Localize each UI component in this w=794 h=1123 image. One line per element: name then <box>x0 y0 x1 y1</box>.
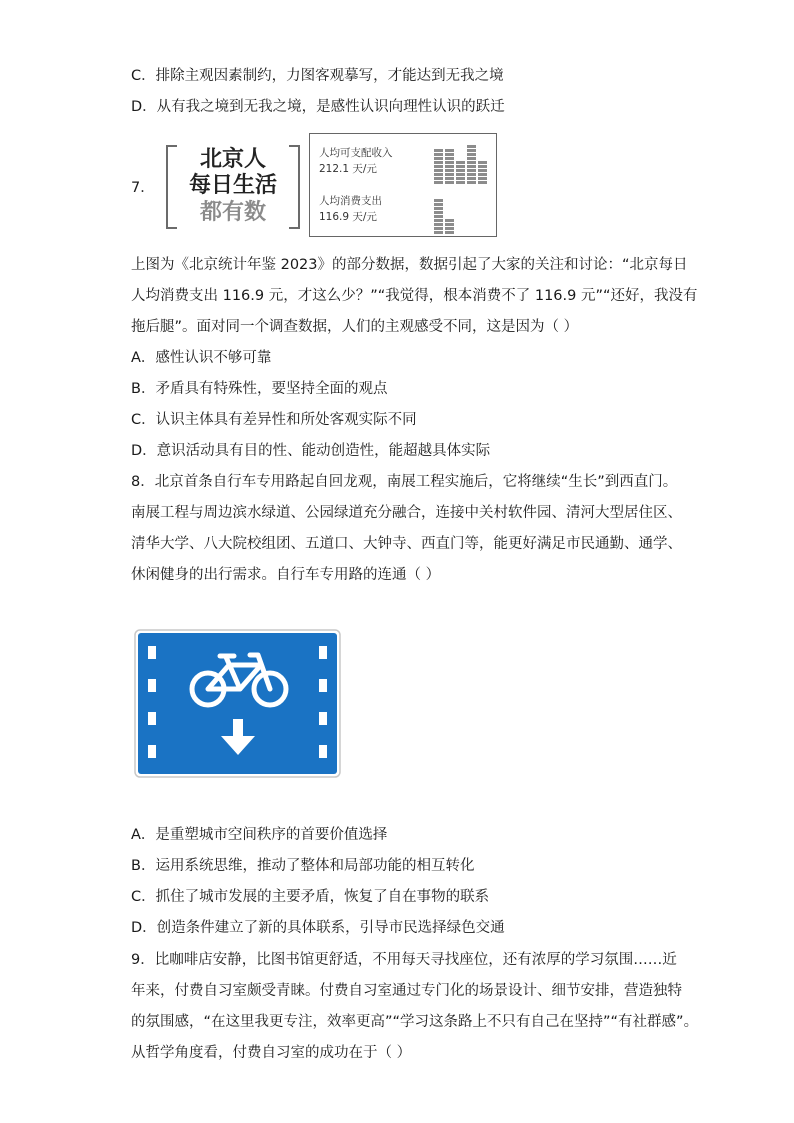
q8-option-a: A．是重塑城市空间秩序的首要价值选择 <box>131 827 388 843</box>
beijing-poster-image <box>166 145 300 229</box>
q8-option-c: C．抓住了城市发展的主要矛盾，恢复了自在事物的联系 <box>131 889 490 905</box>
stat-expense-value: 116.9 天/元 <box>319 211 377 223</box>
q7-stem-line-3: 拖后腿”。面对同一个调查数据，人们的主观感受不同，这是因为（ ） <box>131 319 579 335</box>
q9-stem-line-4: 从哲学角度看，付费自习室的成功在于（ ） <box>131 1045 412 1061</box>
bicycle-lane-sign <box>134 629 341 778</box>
q7-stem-line-1: 上图为《北京统计年鉴 2023》的部分数据，数据引起了大家的关注和讨论：“北京每日 <box>131 257 688 273</box>
stat-income-value: 212.1 天/元 <box>319 163 377 175</box>
stat-income-label: 人均可支配收入 <box>319 147 393 159</box>
q7-option-b: B．矛盾具有特殊性，要坚持全面的观点 <box>131 381 388 397</box>
q8-stem-line-4: 休闲健身的出行需求。自行车专用路的连通（ ） <box>131 567 441 583</box>
q8-stem-line-3: 清华大学、八大院校组团、五道口、大钟寺、西直门等，能更好满足市民通勤、通学、 <box>131 536 682 552</box>
q8-stem-line-1: 8．北京首条自行车专用路起自回龙观，南展工程实施后，它将继续“生长”到西直门。 <box>131 474 678 490</box>
q7-stem-line-2: 人均消费支出 116.9 元，才这么少？”“我觉得，根本消费不了 116.9 元”“还好，我没有 <box>131 288 698 304</box>
q6-option-c: C．排除主观因素制约，力图客观摹写，才能达到无我之境 <box>131 68 504 84</box>
q8-option-b: B．运用系统思维，推动了整体和局部功能的相互转化 <box>131 858 475 874</box>
q9-stem-line-2: 年来，付费自习室颇受青睐。付费自习室通过专门化的场景设计、细节安排，营造独特 <box>131 983 682 999</box>
stat-expense-label: 人均消费支出 <box>319 195 382 207</box>
q6-option-d: D．从有我之境到无我之境，是感性认识向理性认识的跃迁 <box>131 99 505 115</box>
q7-number: 7． <box>131 180 155 196</box>
poster-line-1: 北京人 <box>199 147 266 172</box>
poster-line-2: 每日生活 <box>188 173 277 198</box>
q9-stem-line-1: 9．比咖啡店安静，比图书馆更舒适，不用每天寻找座位，还有浓厚的学习氛围……近 <box>131 952 677 968</box>
poster-line-3: 都有数 <box>199 200 266 225</box>
q8-option-d: D．创造条件建立了新的具体联系，引导市民选择绿色交通 <box>131 920 505 936</box>
coin-stack-icon <box>310 134 498 238</box>
q7-option-c: C．认识主体具有差异性和所处客观实际不同 <box>131 412 417 428</box>
q7-option-a: A．感性认识不够可靠 <box>131 350 272 366</box>
statistics-box <box>309 133 497 237</box>
q9-stem-line-3: 的氛围感，“在这里我更专注，效率更高”“学习这条路上不只有自己在坚持”“有社群感”。 <box>131 1014 699 1030</box>
q7-option-d: D．意识活动具有目的性、能动创造性，能超越具体实际 <box>131 443 491 459</box>
q8-stem-line-2: 南展工程与周边滨水绿道、公园绿道充分融合，连接中关村软件园、清河大型居住区、 <box>131 505 682 521</box>
